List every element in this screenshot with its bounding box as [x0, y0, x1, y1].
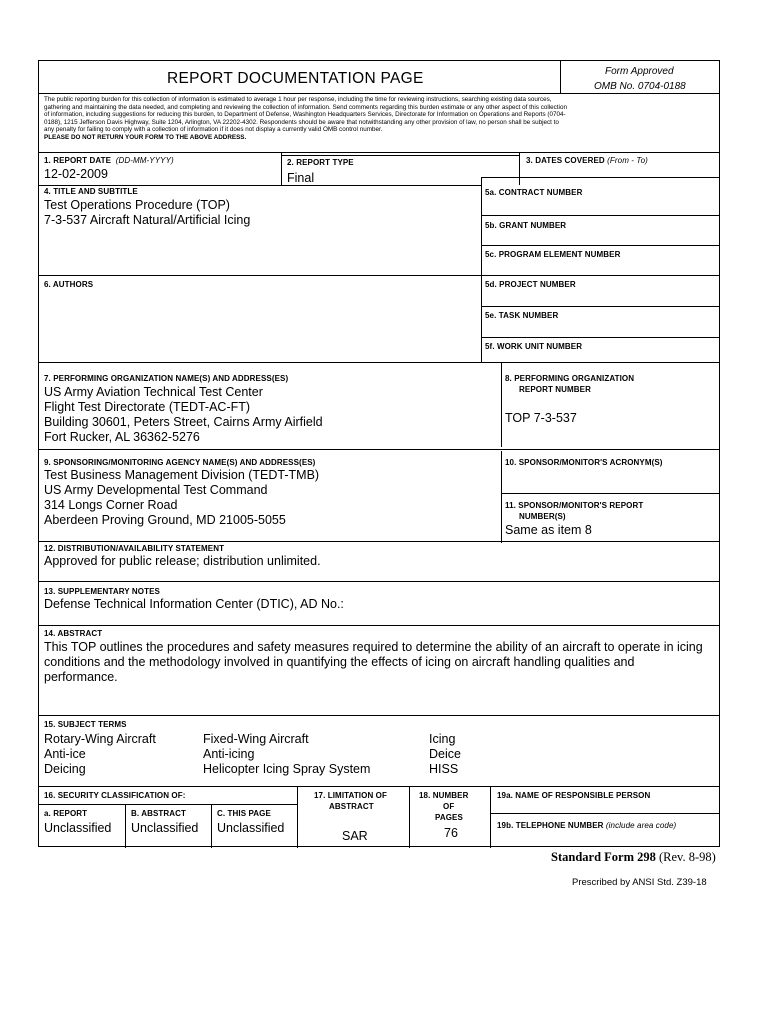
title-label: 4. TITLE AND SUBTITLE: [44, 187, 138, 196]
divider: [39, 715, 719, 716]
performing-report-label: REPORT NUMBER: [519, 385, 591, 394]
divider: [490, 786, 491, 848]
pages-label: 18. NUMBER: [419, 791, 469, 800]
divider: [281, 155, 519, 156]
form-approved-label: Form Approved: [605, 66, 674, 77]
limitation-label: ABSTRACT: [329, 802, 374, 811]
work-unit-label: 5f. WORK UNIT NUMBER: [485, 342, 583, 351]
sponsoring-agency-line: 314 Longs Corner Road: [44, 498, 178, 512]
limitation-value: SAR: [342, 829, 368, 843]
burden-line: 0188), 1215 Jefferson Davis Highway, Suite 1204, Arlington, VA 22202-4302. Respondents should be aware that notwithstanding any other provision of law, no person shall be subject to: [44, 118, 559, 126]
divider: [481, 306, 719, 307]
burden-line: The public reporting burden for this collection of information is estimated to average 1 hour per response, including the time for reviewing instructions, searching existing data sources,: [44, 96, 552, 103]
report-type-label: 2. REPORT TYPE: [287, 158, 354, 167]
sponsor-acronym-label: 10. SPONSOR/MONITOR'S ACRONYM(S): [505, 458, 663, 467]
security-classification-label: 16. SECURITY CLASSIFICATION OF:: [44, 791, 186, 800]
subject-term: Rotary-Wing Aircraft: [44, 732, 156, 746]
report-date-label: 1. REPORT DATE (DD-MM-YYYY): [44, 156, 174, 165]
divider: [481, 177, 482, 362]
security-abstract-label: B. ABSTRACT: [131, 809, 187, 818]
subject-term: Anti-ice: [44, 747, 86, 761]
sponsoring-agency-line: US Army Developmental Test Command: [44, 483, 268, 497]
divider: [490, 813, 719, 814]
divider: [481, 245, 719, 246]
performing-org-line: US Army Aviation Technical Test Center: [44, 385, 263, 399]
grant-number-label: 5b. GRANT NUMBER: [485, 221, 567, 230]
performing-report-number: TOP 7-3-537: [505, 411, 577, 425]
divider: [39, 93, 719, 94]
subject-term: Fixed-Wing Aircraft: [203, 732, 309, 746]
divider: [409, 786, 410, 848]
divider: [501, 451, 502, 543]
divider: [501, 362, 502, 447]
title-line: 7-3-537 Aircraft Natural/Artificial Icing: [44, 213, 251, 227]
standard-form-rev: (Rev. 8-98): [659, 850, 716, 864]
divider: [39, 786, 719, 787]
subject-terms-label: 15. SUBJECT TERMS: [44, 720, 127, 729]
security-abstract-value: Unclassified: [131, 821, 199, 835]
divider: [39, 362, 719, 363]
task-number-label: 5e. TASK NUMBER: [485, 311, 559, 320]
report-date-value: 12-02-2009: [44, 167, 108, 181]
divider: [39, 449, 719, 450]
report-documentation-form: [38, 60, 720, 847]
abstract-line: performance.: [44, 670, 118, 684]
burden-line: of information, including suggestions for reducing this burden, to Department of Defense, Washington Headquarters Services, Directorate for Information on Operations and Reports (0704-: [44, 111, 566, 119]
subject-term: Helicopter Icing Spray System: [203, 762, 371, 776]
prescribed-by: Prescribed by ANSI Std. Z39-18: [572, 877, 707, 888]
authors-label: 6. AUTHORS: [44, 280, 94, 289]
divider: [481, 337, 719, 338]
divider: [39, 275, 719, 276]
sponsoring-agency-line: Test Business Management Division (TEDT-TMB): [44, 468, 320, 482]
divider: [39, 625, 719, 626]
divider: [39, 541, 719, 542]
divider: [39, 185, 481, 186]
standard-form-name: Standard Form 298: [551, 850, 656, 864]
pages-label: OF: [443, 802, 455, 811]
subject-term: Anti-icing: [203, 747, 255, 761]
burden-line: gathering and maintaining the data needed, and completing and reviewing the collection of information. Send comments regarding this burden estimate or any other aspect of this collection: [44, 103, 567, 111]
dates-covered-label: 3. DATES COVERED (From - To): [526, 156, 648, 165]
limitation-label: 17. LIMITATION OF: [314, 791, 387, 800]
sponsor-report-value: Same as item 8: [505, 523, 592, 537]
project-number-label: 5d. PROJECT NUMBER: [485, 280, 576, 289]
divider: [39, 804, 297, 805]
performing-org-line: Flight Test Directorate (TEDT-AC-FT): [44, 400, 251, 414]
abstract-line: This TOP outlines the procedures and safety measures required to determine the ability of an aircraft to operate in icing: [44, 640, 703, 654]
subject-term: Deicing: [44, 762, 86, 776]
divider: [281, 152, 282, 185]
divider: [297, 786, 298, 848]
security-page-value: Unclassified: [217, 821, 285, 835]
program-element-label: 5c. PROGRAM ELEMENT NUMBER: [485, 250, 621, 259]
burden-line: any penalty for failing to comply with a collection of information if it does not display a currently valid OMB control number.: [44, 126, 383, 134]
contract-number-label: 5a. CONTRACT NUMBER: [485, 188, 583, 197]
divider: [501, 493, 719, 494]
divider: [39, 152, 719, 153]
supplementary-notes: Defense Technical Information Center (DTIC), AD No.:: [44, 597, 344, 611]
report-type-value: Final: [287, 171, 315, 185]
divider: [519, 152, 520, 185]
performing-report-label: 8. PERFORMING ORGANIZATION: [505, 374, 635, 383]
abstract-line: conditions and the methodology involved in quantifying the effects of icing on aircraft handling qualities and: [44, 655, 635, 669]
form-title: REPORT DOCUMENTATION PAGE: [167, 70, 424, 87]
responsible-person-label: 19a. NAME OF RESPONSIBLE PERSON: [497, 791, 651, 800]
security-report-value: Unclassified: [44, 821, 112, 835]
security-page-label: C. THIS PAGE: [217, 809, 271, 818]
divider: [560, 61, 561, 93]
performing-org-label: 7. PERFORMING ORGANIZATION NAME(S) AND ADDRESS(ES): [44, 374, 289, 383]
sponsor-report-label: NUMBER(S): [519, 512, 566, 521]
subject-term: Icing: [429, 732, 456, 746]
sponsoring-agency-label: 9. SPONSORING/MONITORING AGENCY NAME(S) AND ADDRESS(ES): [44, 458, 316, 467]
abstract-label: 14. ABSTRACT: [44, 629, 103, 638]
title-line: Test Operations Procedure (TOP): [44, 198, 230, 212]
performing-org-line: Building 30601, Peters Street, Cairns Army Airfield: [44, 415, 323, 429]
subject-term: HISS: [429, 762, 459, 776]
performing-org-line: Fort Rucker, AL 36362-5276: [44, 430, 200, 444]
sponsor-report-label: 11. SPONSOR/MONITOR'S REPORT: [505, 501, 644, 510]
divider: [125, 804, 126, 848]
divider: [211, 804, 212, 848]
sponsoring-agency-line: Aberdeen Proving Ground, MD 21005-5055: [44, 513, 286, 527]
divider: [481, 177, 719, 178]
security-report-label: a. REPORT: [44, 809, 88, 818]
omb-number: OMB No. 0704-0188: [594, 81, 686, 92]
pages-value: 76: [444, 826, 458, 840]
supplementary-label: 13. SUPPLEMENTARY NOTES: [44, 587, 160, 596]
divider: [481, 215, 719, 216]
subject-term: Deice: [429, 747, 461, 761]
pages-label: PAGES: [435, 813, 463, 822]
standard-form-footer: [551, 850, 716, 865]
divider: [39, 581, 719, 582]
distribution-label: 12. DISTRIBUTION/AVAILABILITY STATEMENT: [44, 544, 225, 553]
telephone-label: 19b. TELEPHONE NUMBER (include area code): [497, 821, 677, 830]
do-not-return: PLEASE DO NOT RETURN YOUR FORM TO THE ABOVE ADDRESS.: [44, 134, 247, 141]
distribution-statement: Approved for public release; distribution unlimited.: [44, 554, 321, 568]
